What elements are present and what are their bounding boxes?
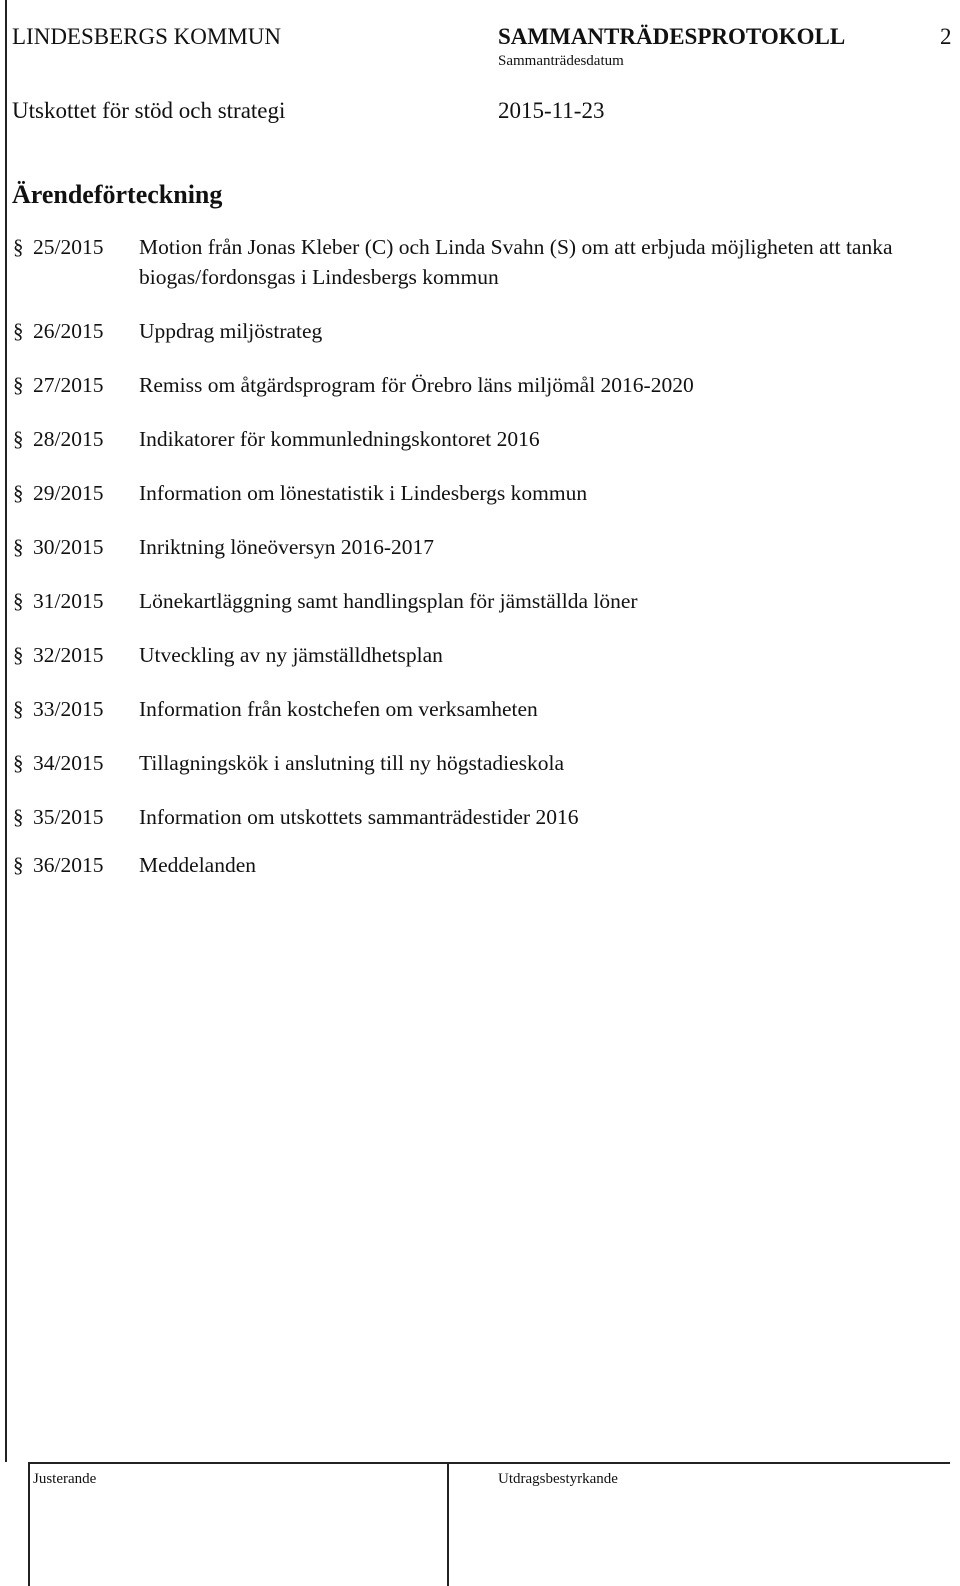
entry-number: 30/2015 (33, 535, 104, 559)
justerande-label: Justerande (33, 1471, 97, 1487)
section-title: Ärendeförteckning (12, 180, 223, 209)
meeting-date: 2015-11-23 (498, 98, 605, 123)
page-number: 2 (940, 24, 952, 49)
document-type: SAMMANTRÄDESPROTOKOLL (498, 24, 846, 49)
date-label: Sammanträdesdatum (498, 53, 624, 69)
paragraph-icon: § (13, 535, 24, 559)
entry-number: 32/2015 (33, 643, 104, 667)
entry-number: 35/2015 (33, 805, 104, 829)
utdragsbestyrkande-label: Utdragsbestyrkande (498, 1471, 618, 1487)
entry-number: 34/2015 (33, 751, 104, 775)
entry-number: 29/2015 (33, 481, 104, 505)
entry-number: 28/2015 (33, 427, 104, 451)
entry-title: Utveckling av ny jämställdhetsplan (139, 643, 443, 667)
footer-rule-left (28, 1462, 448, 1464)
committee-name: Utskottet för stöd och strategi (12, 98, 286, 123)
entry-number: 27/2015 (33, 373, 104, 397)
paragraph-icon: § (13, 235, 24, 259)
paragraph-icon: § (13, 589, 24, 613)
paragraph-icon: § (13, 643, 24, 667)
footer-divider-mid (447, 1462, 449, 1586)
entry-title: Uppdrag miljöstrateg (139, 319, 323, 343)
paragraph-icon: § (13, 319, 24, 343)
entry-title: Information från kostchefen om verksamheten (139, 697, 538, 721)
entry-number: 36/2015 (33, 853, 104, 877)
paragraph-icon: § (13, 805, 24, 829)
organization-name: LINDESBERGS KOMMUN (12, 24, 281, 49)
entry-title: Remiss om åtgärdsprogram för Örebro läns miljömål 2016-2020 (139, 373, 694, 397)
entry-title: Information om utskottets sammanträdestider 2016 (139, 805, 579, 829)
entry-title: Motion från Jonas Kleber (C) och Linda Svahn (S) om att erbjuda möjligheten att tanka biogas/fordonsgas i Lindesbergs kommun (139, 235, 893, 289)
paragraph-icon: § (13, 697, 24, 721)
entry-number: 25/2015 (33, 235, 104, 259)
paragraph-icon: § (13, 481, 24, 505)
entry-title: Indikatorer för kommunledningskontoret 2016 (139, 427, 540, 451)
footer-rule-right (447, 1462, 950, 1464)
paragraph-icon: § (13, 751, 24, 775)
entry-title: Meddelanden (139, 853, 257, 877)
utdragsbestyrkande-signature-area (498, 1492, 938, 1582)
entry-number: 31/2015 (33, 589, 104, 613)
entry-title: Inriktning löneöversyn 2016-2017 (139, 535, 434, 559)
paragraph-icon: § (13, 427, 24, 451)
justerande-signature-area (33, 1492, 433, 1582)
entry-number: 33/2015 (33, 697, 104, 721)
entry-number: 26/2015 (33, 319, 104, 343)
footer-divider-left (28, 1462, 30, 1586)
entry-title: Information om lönestatistik i Lindesbergs kommun (139, 481, 588, 505)
entry-title: Lönekartläggning samt handlingsplan för jämställda löner (139, 589, 638, 613)
paragraph-icon: § (13, 853, 24, 877)
entry-title: Tillagningskök i anslutning till ny högstadieskola (139, 751, 565, 775)
paragraph-icon: § (13, 373, 24, 397)
